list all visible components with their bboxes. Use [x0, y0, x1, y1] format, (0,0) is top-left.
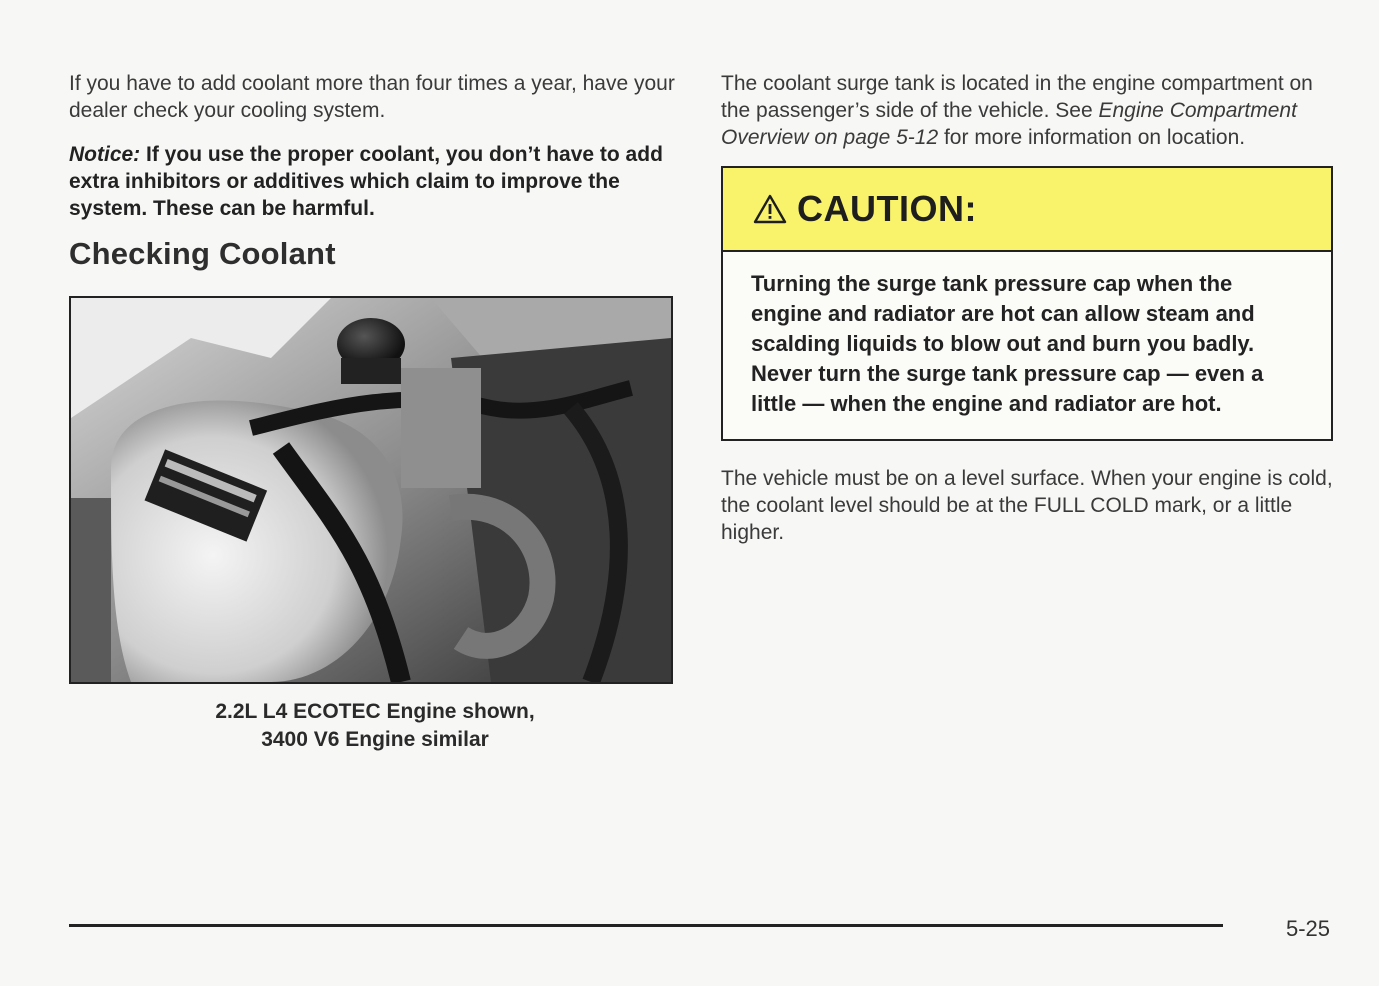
caution-text: Turning the surge tank pressure cap when the engine and radiator are hot can allow steam and scalding liquids to blow out and burn you badly. Never turn the surge tank pressure cap — even a little — when the engine and radiator are hot. — [751, 271, 1264, 416]
caption-line-2: 3400 V6 Engine similar — [261, 728, 489, 751]
engine-photo — [69, 296, 673, 684]
footer-rule — [69, 924, 1223, 927]
notice-label: Notice: — [69, 143, 141, 166]
page-reference-link[interactable]: Engine Compartment Overview on page 5-12 — [721, 99, 1297, 149]
page-number: 5-25 — [1286, 916, 1331, 941]
level-paragraph: The vehicle must be on a level surface. When your engine is cold, the coolant level should be at the FULL COLD mark, or a little higher. — [721, 467, 1333, 544]
notice-text: If you use the proper coolant, you don’t have to add extra inhibitors or additives which claim to improve the system. These can be harmful. — [69, 143, 663, 220]
intro-paragraph: If you have to add coolant more than four times a year, have your dealer check your cooling system. — [69, 72, 675, 122]
right-column — [721, 70, 1333, 546]
caution-title: CAUTION: — [797, 188, 977, 229]
location-text: The coolant surge tank is located in the engine compartment on the passenger’s side of the vehicle. See — [721, 72, 1313, 122]
notice-paragraph — [69, 141, 681, 222]
warning-triangle-icon — [753, 194, 787, 224]
engine-photo-illustration — [71, 298, 671, 682]
location-text-end: for more information on location. — [938, 126, 1246, 149]
location-paragraph — [721, 70, 1333, 151]
caption-line-1: 2.2L L4 ECOTEC Engine shown, — [215, 700, 535, 723]
caution-box — [721, 166, 1333, 441]
section-heading: Checking Coolant — [69, 236, 336, 271]
photo-caption — [69, 698, 681, 754]
caution-header — [723, 168, 1331, 252]
left-column — [69, 70, 681, 754]
